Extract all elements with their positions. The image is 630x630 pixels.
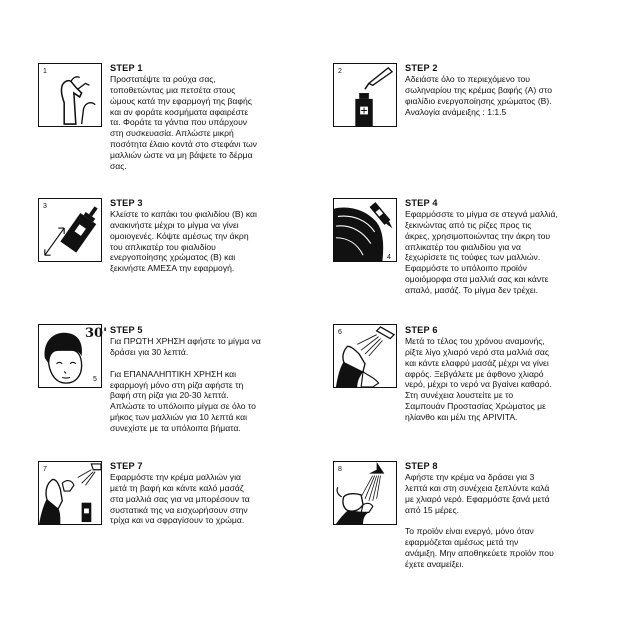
step-5-timer-badge: 30' [85,326,108,341]
step-8-title: STEP 8 [405,461,438,471]
step-7-illustration [38,461,102,525]
step-4-illustration [333,198,397,262]
step-2-number: 2 [338,68,342,75]
rinse-icon [334,325,396,387]
step-3-body: Κλείστε το καπάκι του φιαλιδίου (Β) και ανακινήστε μέχρι το μίγμα να γίνει ομοιογενές. Κόψτε αμέσως την άκρη του απλικατέρ του φιαλιδίου ενεργοποίησης χρώματος (Β) και ξεκινήστε ΑΜΕΣΑ την εφαρμογή. [110,209,257,274]
step-1-illustration [38,63,102,127]
step-5-number: 5 [93,376,97,383]
shower-icon [334,462,396,524]
step-1-number: 1 [43,68,47,75]
step-7-title: STEP 7 [110,461,143,471]
step-4-title: STEP 4 [405,198,438,208]
gloves-icon [39,64,101,126]
step-6-title: STEP 6 [405,325,438,335]
step-4-body: Εφαρμόσστε το μίγμα σε στεγνά μαλλιά, ξεκινώντας από τις ρίζες προς τις άκρες, χρησιμοποιώντας την άκρη του απλικατέρ του φιαλιδίου για να ξεχωρίσετε τις τούφες των μαλλιών. Εφαρμόστε το υπόλοιπο προϊόν ομοιόμορφα στα μαλλιά σας και κάντε απαλό, μασάζ. Το μίγμα δεν τρέχει. [405,209,558,295]
conditioner-icon [39,462,101,524]
step-2-body: Αδειάστε όλο το περιεχόμενο του σωληναρίου της κρέμας βαφής (Α) στο φιαλίδιο ενεργοποίησης χρώματος (Β). Αναλογία ανάμειξης : 1:1.5 [405,74,553,117]
step-6-number: 6 [338,329,342,336]
step-3-title: STEP 3 [110,198,143,208]
step-8-body-note: Το προϊόν είναι ενεργό, μόνο όταν εφαρμόζεται αμέσως μετά την ανάμιξη. Μην αποθηκεύετε προϊόν που έχετε αναμείξει. [405,526,554,569]
step-8-body: Αφήστε την κρέμα να δράσει για 3 λεπτά και στη συνέχεια ξεπλύντε καλά με χλιαρό νερό. Εφαρμόστε ξανά μετά από 15 μέρες. [405,472,550,515]
step-4-text [405,198,615,296]
shake-bottle-icon [39,199,101,261]
step-7-number: 7 [43,466,47,473]
step-1-text [110,63,310,171]
step-3-number: 3 [43,203,47,210]
step-7-body: Εφαρμόστε την κρέμα μαλλιών για μετά τη βαφή και κάντε καλό μασάζ στα μαλλιά σας για να μπορέσουν τα συστατικά της να εισχωρήσουν στην τρίχα και να σφραγίσουν το χρώμα. [110,472,250,526]
step-4-number: 4 [387,254,391,261]
step-5-body-repeat: Για ΕΠΑΝΑΛΗΠΤΙΚΗ ΧΡΗΣΗ και εφαρμογή μόνο στη ρίζα αφήστε τη βαφή στη ρίζα για 20-30 λεπτά. Απλώστε το υπόλοιπο μίγμα σε όλο το μήκος των μαλλιών για 10 λεπτά και συνεχίστε με τα υπόλοιπα βήματα. [110,368,256,433]
step-3-illustration [38,198,102,262]
tube-bottle-icon [334,64,396,126]
step-8-number: 8 [338,466,342,473]
step-1-title: STEP 1 [110,63,143,73]
step-5-body: Για ΠΡΩΤΗ ΧΡΗΣΗ αφήστε το μίγμα να δράσει για 30 λεπτά. [110,336,261,358]
step-8-text [405,461,610,570]
step-5-title: STEP 5 [110,325,143,335]
step-6-text [405,325,615,423]
step-5-text [110,325,320,434]
step-8-illustration [333,461,397,525]
step-3-text [110,198,315,274]
step-6-illustration [333,324,397,388]
step-6-body: Μετά το τέλος του χρόνου αναμονής, ρίξτε λίγο χλιαρό νερό στα μαλλιά σας και κάντε ελαφρύ μασάζ μέχρι να γίνει αφρός. Ξεβγάλετε με άφθονο χλιαρό νερό, μέχρι το νερό να βγαίνει καθαρό. Στη συνέχεια λουστείτε με το Σαμπουάν Προστασίας Χρώματος με ηλίανθο και μέλι της APIVITA. [405,336,552,422]
step-2-title: STEP 2 [405,63,438,73]
step-2-text [405,63,605,117]
step-2-illustration [333,63,397,127]
apply-hair-icon [334,199,396,261]
step-1-body: Προστατέψτε τα ρούχα σας, τοποθετώντας μια πετσέτα στους ώμους κατά την εφαρμογή της βαφής και αν φοράτε κοσμήματα αφαιρέστε τα. Φοράτε τα γάντια που υπάρχουν στη συσκευασία. Απλώστε μικρή ποσότητα έλαιο κοντά στο στεφάνι των μαλλιών ώστε να μη βάψετε το δέρμα σας. [110,74,257,171]
step-7-text [110,461,315,526]
